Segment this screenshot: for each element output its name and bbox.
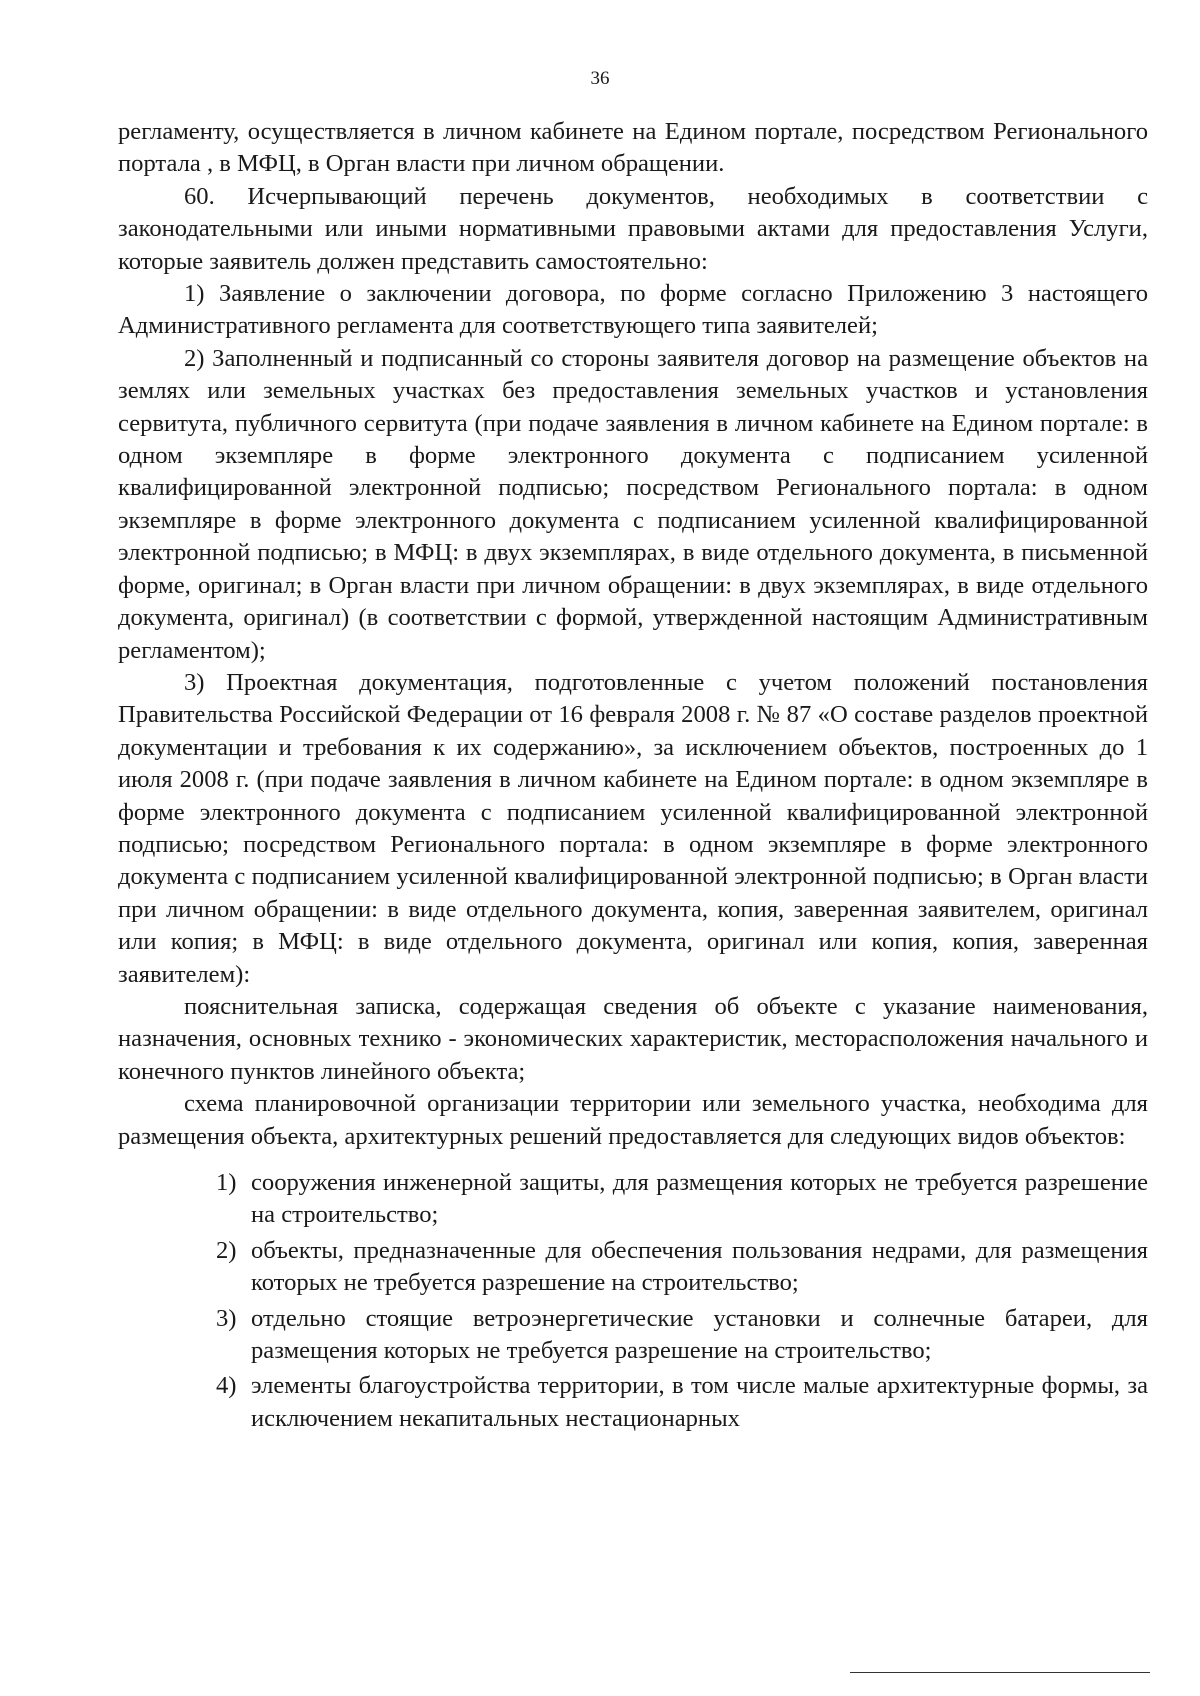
list-item-text: сооружения инженерной защиты, для размещения которых не требуется разрешение на строительство; [251, 1169, 1148, 1229]
paragraph-item-60: 60. Исчерпывающий перечень документов, необходимых в соответствии с законодательными или иными нормативными правовыми актами для предоставления Услуги, которые заявитель должен представить самостоятельно: [118, 182, 1148, 275]
paragraph-planning-scheme: схема планировочной организации территории или земельного участка, необходима для размещения объекта, архитектурных решений предоставляется для следующих видов объектов: [118, 1090, 1148, 1150]
list-item-number: 3) [216, 1304, 237, 1332]
page-number: 36 [590, 68, 610, 89]
paragraph-continuation: регламенту, осуществляется в личном кабинете на Едином портале, посредством Регионального портала , в МФЦ, в Орган власти при личном обращении. [118, 118, 1148, 178]
paragraph-subitem-3: 3) Проектная документация, подготовленные с учетом положений постановления Правительства Российской Федерации от 16 февраля 2008 г. № 87 «О составе разделов проектной документации и требования к их содержанию», за исключением объектов, построенных до 1 июля 2008 г. (при подаче заявления в личном кабинете на Едином портале: в одном экземпляре в форме электронного документа с подписанием усиленной квалифицированной электронной подписью; посредством Регионального портала: в одном экземпляре в форме электронного документа с подписанием усиленной квалифицированной электронной подписью; в Орган власти при личном обращении: в виде отдельного документа, копия, заверенная заявителем, оригинал или копия; в МФЦ: в виде отдельного документа, оригинал или копия, копия, заверенная заявителем): [118, 668, 1148, 988]
paragraph-explanatory-note: пояснительная записка, содержащая сведения об объекте с указание наименования, назначения, основных технико - экономических характеристик, месторасположения начального и конечного пунктов линейного объекта; [118, 992, 1148, 1085]
list-item-text: объекты, предназначенные для обеспечения пользования недрами, для размещения которых не требуется разрешение на строительство; [251, 1236, 1148, 1297]
document-body [118, 116, 1148, 1438]
paragraph-subitem-1: 1) Заявление о заключении договора, по форме согласно Приложению 3 настоящего Административного регламента для соответствующего типа заявителей; [118, 280, 1148, 340]
list-item-number: 2) [216, 1236, 237, 1264]
object-types-list [118, 1167, 1148, 1435]
list-item [118, 1370, 1148, 1435]
list-item [118, 1303, 1148, 1368]
list-item [118, 1235, 1148, 1300]
paragraph-subitem-2: 2) Заполненный и подписанный со стороны заявителя договор на размещение объектов на землях или земельных участках без предоставления земельных участков и установления сервитута, публичного сервитута (при подаче заявления в личном кабинете на Едином портале: в одном экземпляре в форме электронного документа с подписанием усиленной квалифицированной электронной подписью; посредством Регионального портала: в одном экземпляре в форме электронного документа с подписанием усиленной квалифицированной электронной подписью; в МФЦ: в двух экземплярах, в виде отдельного документа, в письменной форме, оригинал; в Орган власти при личном обращении: в двух экземплярах, в виде отдельного документа, оригинал) (в соответствии с формой, утвержденной настоящим Административным регламентом); [118, 344, 1148, 664]
list-item-text: отдельно стоящие ветроэнергетические установки и солнечные батареи, для размещения которых не требуется разрешение на строительство; [251, 1304, 1148, 1365]
list-item-number: 1) [216, 1169, 237, 1196]
list-item-number: 4) [216, 1372, 237, 1400]
list-item [118, 1167, 1148, 1232]
list-item-text: элементы благоустройства территории, в том числе малые архитектурные формы, за исключением некапитальных нестационарных [251, 1372, 1148, 1432]
footer-rule [850, 1672, 1150, 1673]
